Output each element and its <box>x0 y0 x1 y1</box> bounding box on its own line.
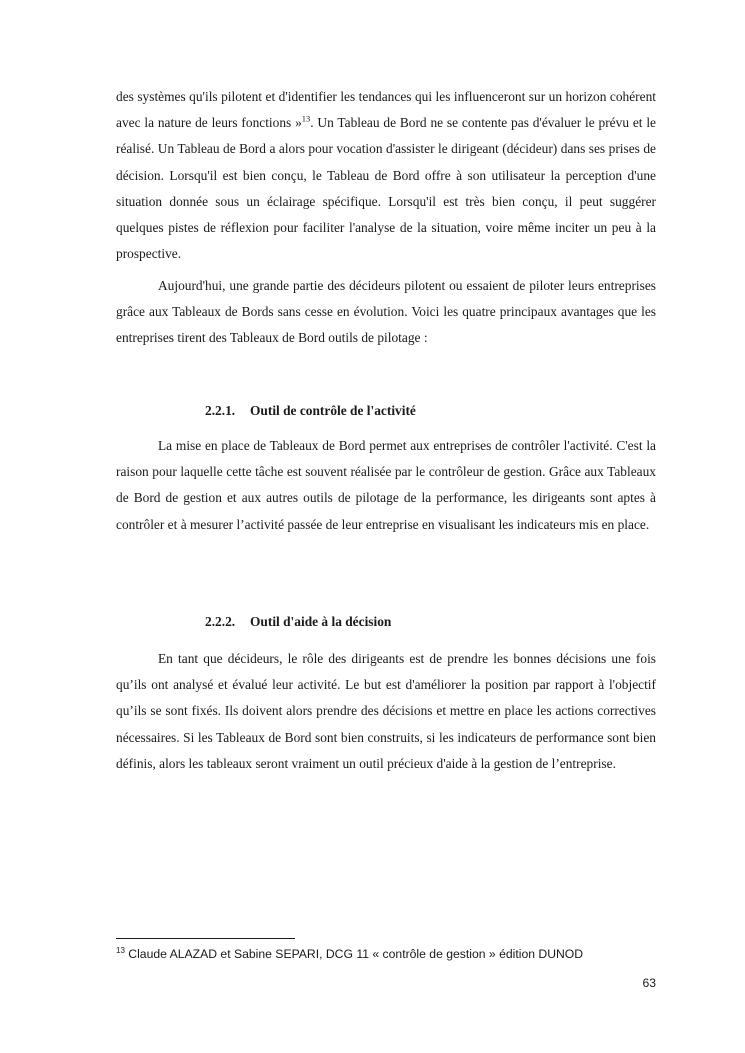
section-title: Outil d'aide à la décision <box>250 614 392 629</box>
footnote-reference[interactable]: 13 <box>301 113 311 124</box>
section-heading-control <box>205 400 416 422</box>
section-number: 2.2.1. <box>205 403 236 418</box>
paragraph-intro-text-end: . Un Tableau de Bord ne se contente pas d'évaluer le prévu et le réalisé. Un Tableau de Bord a alors pour vocation d'assister le dirigeant (décideur) dans ses prises de décision. Lorsqu'il est bien conçu, le Tableau de Bord offre à son utilisateur la perception d'une situation donnée sous un éclairage spécifique. Lorsqu'il est très bien conçu, il peut suggérer quelques pistes de réflexion pour faciliter l'analyse de la situation, voire même inciter un peu à la prospective. <box>116 115 656 262</box>
paragraph-control: La mise en place de Tableaux de Bord permet aux entreprises de contrôler l'activité. C'est la raison pour laquelle cette tâche est souvent réalisée par le contrôleur de gestion. Grâce aux Tableaux de Bord de gestion et aux autres outils de pilotage de la performance, les dirigeants sont aptes à contrôler et à mesurer l’activité passée de leur entreprise en visualisant les indicateurs mis en place. <box>116 438 656 532</box>
section-title: Outil de contrôle de l'activité <box>250 403 416 418</box>
page-number: 63 <box>642 976 656 990</box>
paragraph-decision: En tant que décideurs, le rôle des dirigeants est de prendre les bonnes décisions une fois qu’ils ont analysé et évalué leur activité. Le but est d'améliorer la position par rapport à l'objectif qu’ils se sont fixés. Ils doivent alors prendre des décisions et mettre en place les actions correctives nécessaires. Si les Tableaux de Bord sont bien construits, si les indicateurs de performance sont bien définis, alors les tableaux seront vraiment un outil précieux d'aide à la gestion de l’entreprise. <box>116 651 656 771</box>
section-number: 2.2.2. <box>205 614 236 629</box>
footnote-text: Claude ALAZAD et Sabine SEPARI, DCG 11 « contrôle de gestion » édition DUNOD <box>124 947 584 961</box>
paragraph-intro-text-start: des systèmes qu'ils pilotent et d'identifier les tendances qui les influenceront sur un horizon cohérent avec la nature de leurs fonctions » <box>116 89 656 131</box>
paragraph-intro <box>116 84 656 267</box>
footnote <box>116 945 676 963</box>
footnote-separator <box>116 938 295 939</box>
paragraph-advantages: Aujourd'hui, une grande partie des décideurs pilotent ou essaient de piloter leurs entreprises grâce aux Tableaux de Bords sans cesse en évolution. Voici les quatre principaux avantages que les entreprises tirent des Tableaux de Bord outils de pilotage : <box>116 278 656 346</box>
section-heading-decision <box>205 611 391 633</box>
footnote-marker: 13 <box>116 945 125 955</box>
